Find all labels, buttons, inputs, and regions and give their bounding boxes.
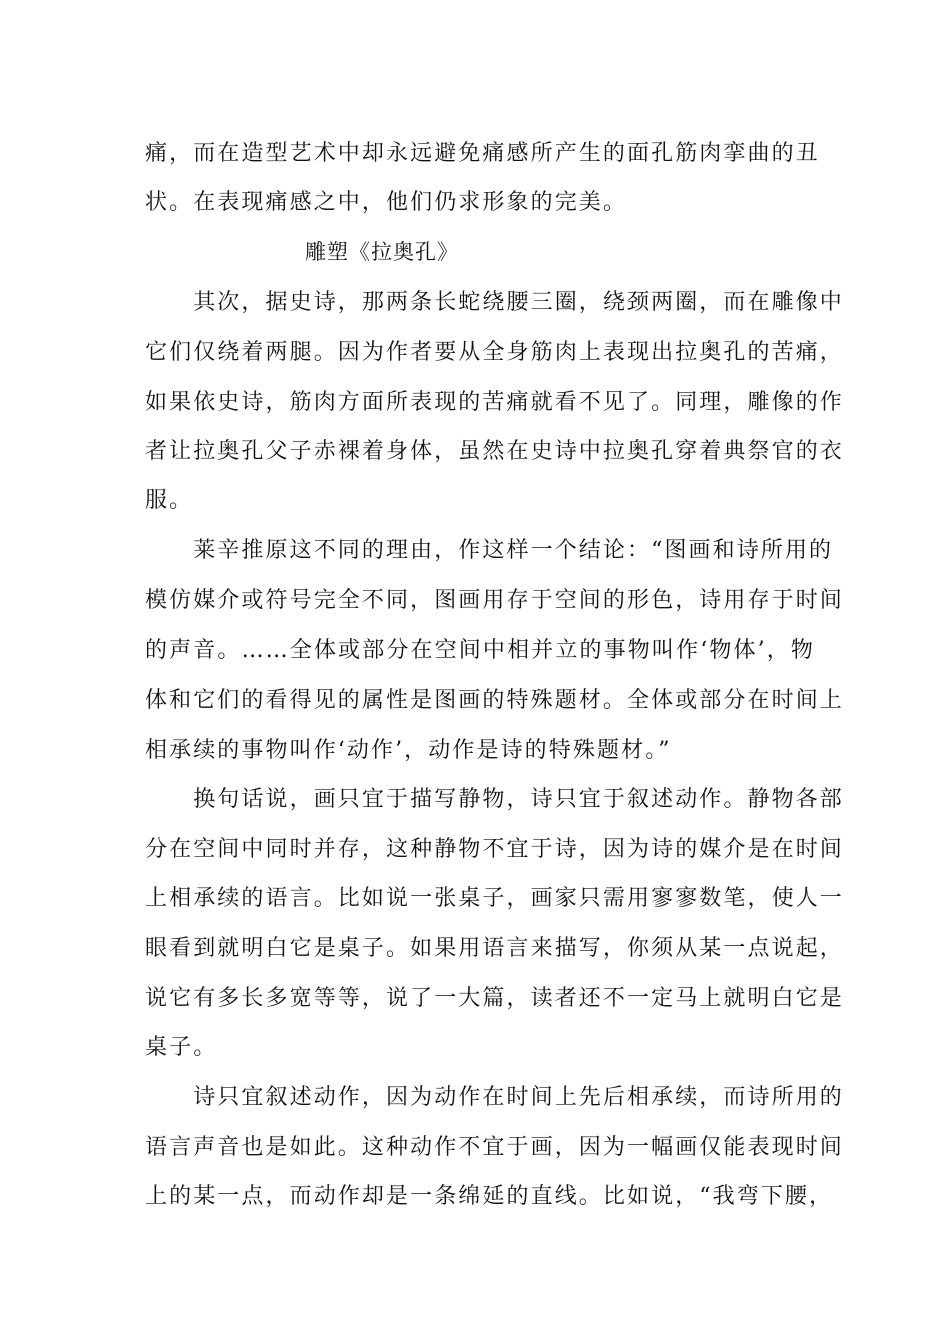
text-line: 上的某一点，而动作却是一条绵延的直线。比如说，“我弯下腰， — [145, 1184, 834, 1209]
text-line: 状。在表现痛感之中，他们仍求形象的完美。 — [145, 190, 628, 215]
text-line: 莱辛推原这不同的理由，作这样一个结论：“图画和诗所用的 — [145, 538, 834, 563]
text-line: 眼看到就明白它是桌子。如果用语言来描写，你须从某一点说起， — [145, 936, 844, 961]
text-line: 说它有多长多宽等等，说了一大篇，读者还不一定马上就明白它是 — [145, 986, 844, 1011]
text-line: 体和它们的看得见的属性是图画的特殊题材。全体或部分在时间上 — [145, 688, 844, 713]
text-line: 服。 — [145, 488, 194, 513]
text-line: 相承续的事物叫作‘动作’，动作是诗的特殊题材。” — [145, 738, 672, 763]
text-line: 者让拉奥孔父子赤裸着身体，虽然在史诗中拉奥孔穿着典祭官的衣 — [145, 439, 844, 464]
text-line: 痛，而在造型艺术中却永远避免痛感所产生的面孔筋肉挛曲的丑 — [145, 141, 820, 166]
text-line: 诗只宜叙述动作，因为动作在时间上先后相承续，而诗所用的 — [145, 1085, 844, 1110]
text-line: 分在空间中同时并存，这种静物不宜于诗，因为诗的媒介是在时间 — [145, 837, 844, 862]
text-line: 语言声音也是如此。这种动作不宜于画，因为一幅画仅能表现时间 — [145, 1135, 844, 1160]
image-caption: 雕塑《拉奥孔》 — [305, 240, 459, 264]
text-line: 如果依史诗，筋肉方面所表现的苦痛就看不见了。同理，雕像的作 — [145, 390, 844, 415]
text-line: 换句话说，画只宜于描写静物，诗只宜于叙述动作。静物各部 — [145, 787, 844, 812]
text-line: 它们仅绕着两腿。因为作者要从全身筋肉上表现出拉奥孔的苦痛， — [145, 340, 844, 365]
text-line: 模仿媒介或符号完全不同，图画用存于空间的形色，诗用存于时间 — [145, 588, 844, 613]
text-line: 上相承续的语言。比如说一张桌子，画家只需用寥寥数笔，使人一 — [145, 886, 844, 911]
text-line: 其次，据史诗，那两条长蛇绕腰三圈，绕颈两圈，而在雕像中 — [145, 290, 844, 315]
text-line: 桌子。 — [145, 1035, 218, 1060]
text-line: 的声音。……全体或部分在空间中相并立的事物叫作‘物体’，物 — [145, 638, 815, 663]
